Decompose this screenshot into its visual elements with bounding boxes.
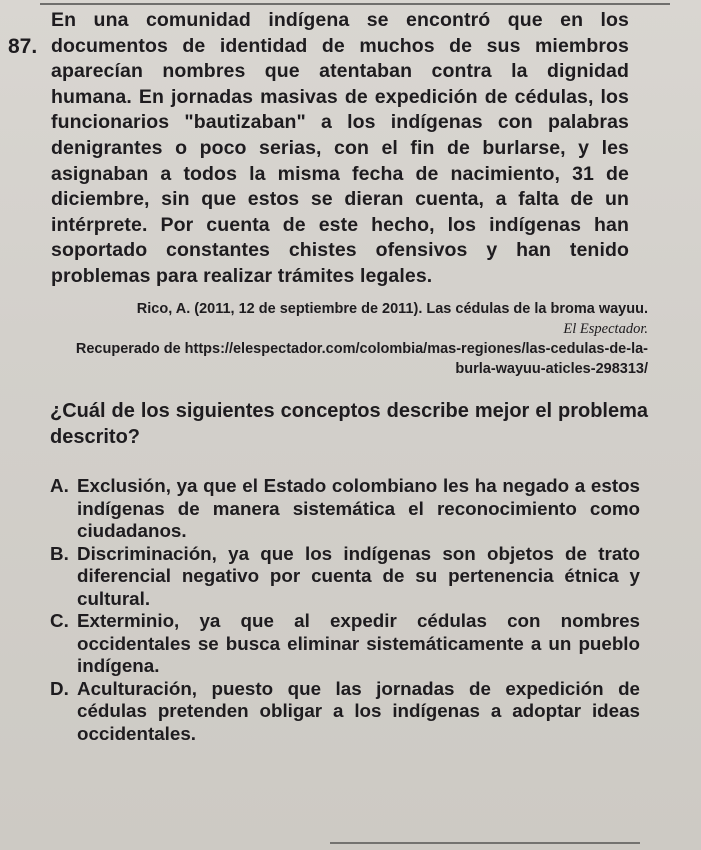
option-a[interactable] (50, 475, 640, 543)
citation-source: El Espectador. (563, 321, 648, 337)
option-text: Discriminación, ya que los indígenas son objetos de trato diferencial negativo por cuenta de su pertenencia étnica y cultural. (77, 542, 640, 609)
option-d[interactable] (50, 678, 640, 746)
bottom-divider (330, 842, 640, 844)
option-b[interactable] (50, 543, 640, 611)
question-number: 87. (8, 35, 38, 58)
question-prompt: ¿Cuál de los siguientes conceptos describe mejor el problema descrito? (50, 400, 648, 448)
option-letter: B. (50, 542, 69, 564)
citation-reference: Rico, A. (2011, 12 de septiembre de 2011). Las cédulas de la broma wayuu. (136, 301, 648, 317)
question-stem: En una comunidad indígena se encontró que en los documentos de identidad de muchos de sus miembros aparecían nombres que atentaban contra la dignidad humana. En jornadas masivas de expedición de cédulas, los funcionarios "bautizaban" a los indígenas con palabras denigrantes o poco serias, con el fin de burlarse, y les asignaban a todos la misma fecha de nacimiento, 31 de diciembre, sin que estos se dieran cuenta, a falta de un intérprete. Por cuenta de este hecho, los indígenas han soportado constantes chistes ofensivos y han tenido problemas para realizar trámites legales. (51, 9, 629, 287)
option-letter: D. (50, 677, 69, 699)
citation-retrieved: Recuperado de https://elespectador.com/colombia/mas-regiones/las-cedulas-de-la-burla-wayuu-aticles-298313/ (75, 341, 648, 377)
citation (50, 299, 648, 379)
top-divider (40, 3, 670, 5)
option-text: Exterminio, ya que al expedir cédulas con nombres occidentales se busca eliminar sistemáticamente a un pueblo indígena. (77, 610, 640, 676)
option-letter: A. (50, 475, 69, 496)
option-text: Aculturación, puesto que las jornadas de expedición de cédulas pretenden obligar a los indígenas a adoptar ideas occidentales. (77, 677, 640, 744)
option-c[interactable] (50, 610, 640, 678)
option-text: Exclusión, ya que el Estado colombiano les ha negado a estos indígenas de manera sistemática el reconocimiento como ciudadanos. (77, 475, 640, 541)
answer-options (50, 475, 640, 745)
option-letter: C. (50, 610, 69, 631)
